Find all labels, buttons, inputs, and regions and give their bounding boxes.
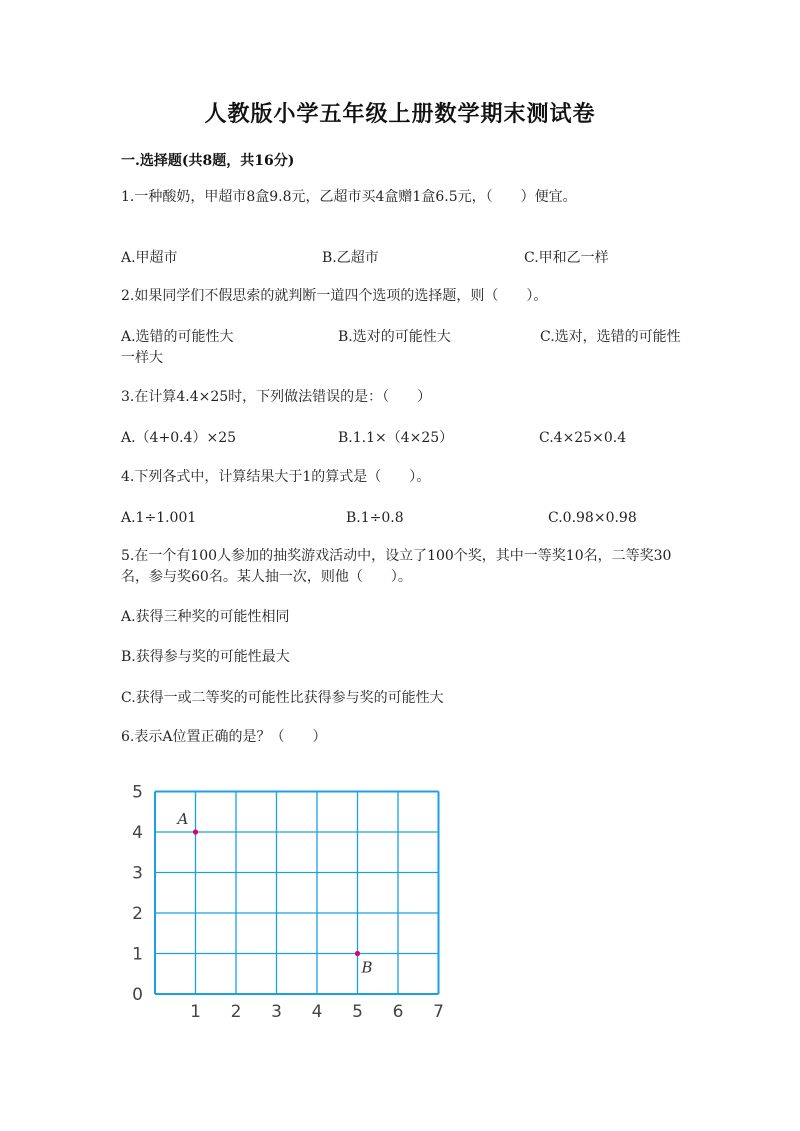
point-b-marker bbox=[355, 951, 360, 956]
y-tick-5: 5 bbox=[132, 782, 143, 803]
point-b-label: B bbox=[361, 958, 373, 977]
point-a-label: A bbox=[177, 810, 189, 828]
question-5-option-b: B.获得参与奖的可能性最大 bbox=[121, 649, 290, 665]
y-tick-2: 2 bbox=[132, 904, 143, 924]
question-4-option-c: C.0.98×0.98 bbox=[548, 510, 637, 526]
question-5-stem: 5.在一个有100人参加的抽奖游戏活动中，设立了100个奖，其中一等奖10名，二等奖30名，参与奖60名。某人抽一次，则他（ ）。 bbox=[121, 548, 672, 585]
coordinate-grid-figure bbox=[125, 780, 455, 1025]
y-tick-1: 1 bbox=[132, 944, 143, 965]
question-5-option-a: A.获得三种奖的可能性相同 bbox=[121, 609, 290, 625]
y-tick-4: 4 bbox=[132, 823, 143, 843]
x-tick-5: 5 bbox=[352, 1002, 363, 1022]
page-title: 人教版小学五年级上册数学期末测试卷 bbox=[204, 101, 596, 127]
question-1-option-c: C.甲和乙一样 bbox=[524, 250, 609, 266]
x-tick-1: 1 bbox=[190, 1002, 201, 1022]
question-1-option-a: A.甲超市 bbox=[121, 250, 178, 266]
x-tick-3: 3 bbox=[271, 1002, 282, 1022]
question-3-option-c: C.4×25×0.4 bbox=[539, 430, 627, 446]
question-1-stem: 1.一种酸奶，甲超市8盒9.8元，乙超市买4盒赠1盒6.5元，（ ）便宜。 bbox=[121, 189, 577, 205]
x-tick-7: 7 bbox=[433, 1002, 444, 1022]
section-heading: 一.选择题(共8题，共16分) bbox=[121, 153, 295, 169]
question-2-stem: 2.如果同学们不假思索的就判断一道四个选项的选择题，则（ ）。 bbox=[121, 288, 548, 304]
question-3-option-a: A.（4+0.4）×25 bbox=[121, 430, 237, 446]
question-5-option-c: C.获得一或二等奖的可能性比获得参与奖的可能性大 bbox=[121, 690, 444, 706]
question-3-stem: 3.在计算4.4×25时，下列做法错误的是：（ ） bbox=[121, 389, 432, 405]
question-6-stem: 6.表示A位置正确的是？（ ） bbox=[121, 729, 327, 745]
question-3-option-b: B.1.1×（4×25） bbox=[338, 430, 454, 446]
x-tick-4: 4 bbox=[311, 1002, 323, 1022]
point-a-marker bbox=[193, 829, 198, 834]
y-tick-3: 3 bbox=[132, 863, 143, 884]
grid-lines bbox=[155, 792, 439, 995]
grid-points bbox=[176, 810, 373, 977]
question-4-stem: 4.下列各式中，计算结果大于1的算式是（ ）。 bbox=[121, 469, 431, 485]
x-axis-ticks bbox=[190, 1002, 444, 1022]
question-4-option-a: A.1÷1.001 bbox=[121, 510, 197, 526]
question-2-option-a: A.选错的可能性大 bbox=[121, 329, 234, 345]
x-tick-2: 2 bbox=[230, 1002, 242, 1022]
question-4-option-b: B.1÷0.8 bbox=[346, 510, 404, 526]
question-2-option-c: C.选对，选错的可能性一样大 bbox=[121, 329, 681, 366]
y-tick-0: 0 bbox=[132, 985, 143, 1005]
x-tick-6: 6 bbox=[392, 1002, 404, 1022]
question-1-option-b: B.乙超市 bbox=[322, 250, 379, 266]
y-axis-ticks bbox=[132, 783, 143, 1006]
question-2-option-b: B.选对的可能性大 bbox=[338, 329, 451, 345]
